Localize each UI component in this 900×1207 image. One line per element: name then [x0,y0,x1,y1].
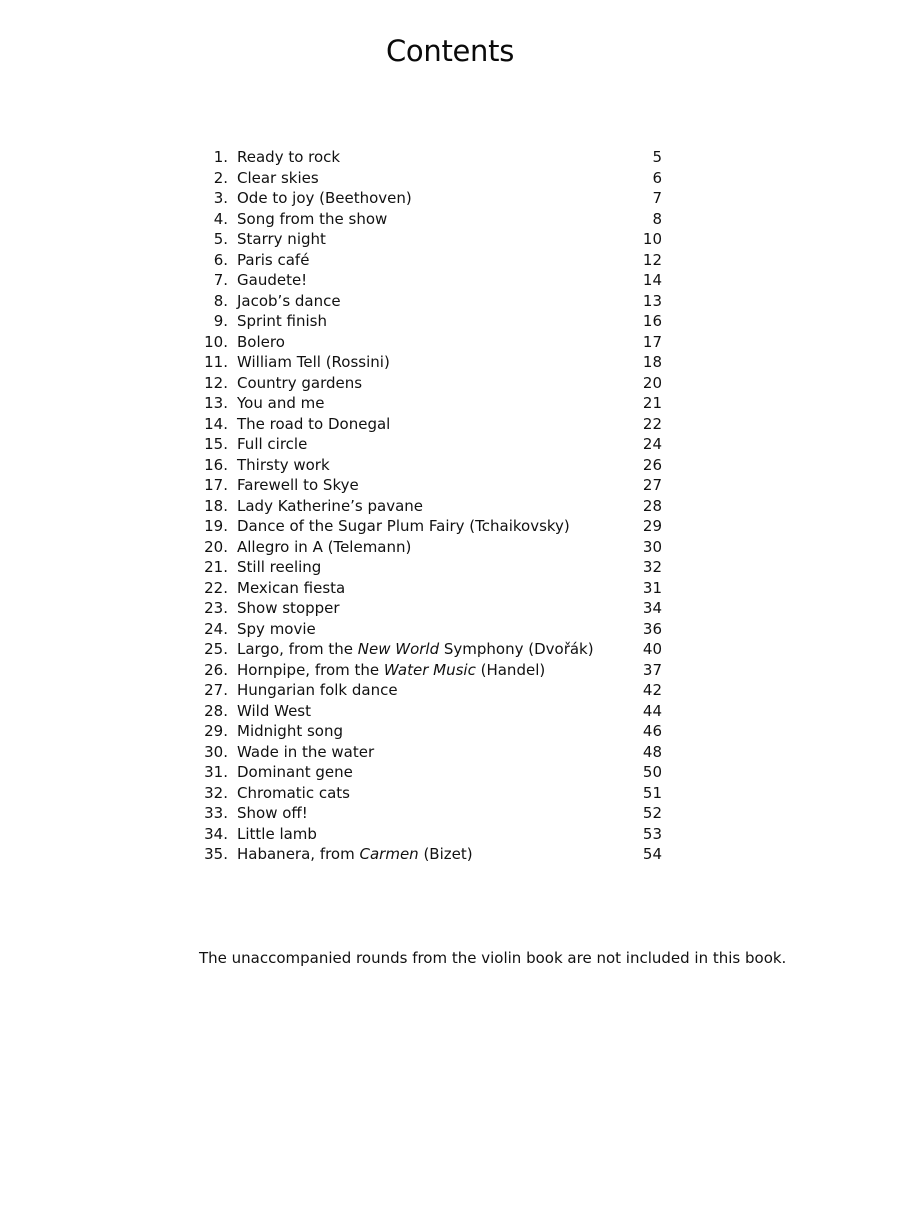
toc-entry [196,168,662,189]
toc-entry-title-text: Midnight song [237,722,344,740]
toc-entry-number: 31. [204,763,228,781]
toc-entry-page: 48 [642,742,662,761]
toc-entry [196,332,662,353]
toc-entry-page: 30 [642,537,662,556]
toc-entry-title-text: Wild West [237,701,312,720]
toc-entry-page: 26 [642,455,662,474]
toc-entry-title [237,209,387,230]
toc-entry [196,824,662,845]
toc-entry [196,639,662,660]
toc-entry [196,393,662,414]
toc-entry-page: 42 [642,681,662,699]
toc-entry [196,270,662,291]
toc-entry [196,188,662,209]
toc-entry [196,701,662,722]
toc-entry-title-text: Gaudete! [237,271,308,289]
toc-entry-number: 13. [204,394,228,412]
toc-entry-number: 2. [213,168,228,187]
toc-entry-page: 37 [642,660,662,679]
toc-entry-number: 30. [204,742,228,761]
toc-entry-number: 18. [204,496,228,515]
toc-entry-title-text: Show off! [237,804,308,822]
toc-entry [196,762,662,783]
toc-entry-page: 27 [642,476,662,494]
toc-entry-title-text: Sprint finish [237,312,327,330]
toc-entry-page: 12 [642,250,662,269]
toc-entry-title [237,598,340,619]
toc-entry-title [237,537,411,558]
toc-entry-title-text: Ode to joy (Beethoven) [237,189,412,207]
toc-entry-page: 46 [642,722,662,740]
toc-entry-title [237,803,308,824]
toc-entry-page: 14 [642,271,662,289]
toc-entry [196,373,662,394]
toc-entry-title [237,578,345,599]
toc-entry-number: 17. [204,476,228,494]
toc-entry-title [237,250,309,271]
toc-entry-title [237,783,350,804]
toc-entry-title-text: Allegro in A (Telemann) [237,537,412,556]
toc-entry-title-text: Dance of the Sugar Plum Fairy (Tchaikovsky) [237,517,570,535]
toc-entry-title-text: Farewell to Skye [237,476,359,494]
toc-entry-title-text: The road to Donegal [237,414,391,433]
toc-entry-number: 34. [204,824,228,843]
toc-entry-title-text: Hungarian folk dance [237,681,398,699]
toc-entry-number: 3. [213,189,228,207]
toc-entry-number: 10. [204,332,228,351]
toc-entry [196,496,662,517]
toc-entry-title-text: William Tell (Rossini) [237,353,390,371]
toc-entry-title [237,619,316,640]
toc-entry-title [237,311,327,332]
toc-entry-page: 44 [642,701,662,720]
toc-entry-page: 32 [642,558,662,576]
toc-entry-title [237,475,359,496]
toc-entry-number: 23. [204,599,228,617]
toc-entry-number: 35. [204,845,228,863]
toc-entry-title [237,824,317,845]
toc-entry-title [237,270,307,291]
toc-entry-title [237,516,570,537]
toc-entry [196,660,662,681]
toc-entry-title-text: Country gardens [237,373,363,392]
toc-entry-number: 21. [204,558,228,576]
toc-entry-number: 24. [204,619,228,638]
toc-entry-title [237,434,307,455]
toc-entry-title [237,557,321,578]
toc-entry-title-text: Dominant gene [237,763,353,781]
toc-entry-title [237,496,423,517]
toc-entry-title [237,414,390,435]
toc-entry [196,619,662,640]
toc-entry-number: 26. [204,660,228,679]
toc-entry-title [237,844,473,865]
toc-entry [196,742,662,763]
toc-entry-title [237,147,340,168]
toc-entry-number: 6. [213,250,228,269]
toc-entry-number: 28. [204,701,228,720]
toc-entry-title [237,701,311,722]
toc-entry [196,557,662,578]
toc-entry-title-italic: New World [357,640,440,658]
toc-entry-number: 19. [204,517,228,535]
toc-entry-title-text: Wade in the water [237,742,375,761]
toc-entry [196,475,662,496]
toc-entry-title-text: Show stopper [237,599,340,617]
toc-entry-title-text: Song from the show [237,209,388,228]
toc-entry-title [237,660,545,681]
toc-entry-page: 31 [642,578,662,597]
toc-entry [196,434,662,455]
toc-entry-title [237,291,341,312]
toc-entry-page: 29 [642,517,662,535]
toc-entry-title-text: Largo, from the [237,640,358,658]
toc-entry-title-text: Bolero [237,332,285,351]
toc-entry-number: 22. [204,578,228,597]
toc-entry-page: 50 [642,763,662,781]
toc-entry-number: 8. [213,291,228,310]
toc-entry [196,803,662,824]
toc-entry-number: 16. [204,455,228,474]
toc-entry-title-text: Paris café [237,250,310,269]
toc-entry [196,352,662,373]
toc-entry-page: 16 [642,312,662,330]
toc-entry [196,721,662,742]
toc-entry-title-text: Jacob’s dance [237,291,341,310]
toc-entry [196,147,662,168]
toc-entry-page: 53 [642,824,662,843]
toc-entry-title-text: You and me [237,394,325,412]
toc-entry-title [237,680,398,701]
toc-entry-number: 14. [204,414,228,433]
toc-entry-title [237,393,324,414]
toc-entry-page: 36 [642,619,662,638]
toc-entry-title-text: Little lamb [237,824,317,843]
toc-entry-title-text: Starry night [237,230,326,248]
toc-entry [196,844,662,865]
toc-entry-number: 12. [204,373,228,392]
toc-entry-title [237,229,326,250]
toc-entry-page: 8 [652,209,662,228]
toc-entry-page: 7 [652,189,662,207]
toc-entry-page: 21 [642,394,662,412]
toc-entry-title-italic: Carmen [359,845,419,863]
toc-entry-page: 6 [652,168,662,187]
toc-entry-page: 10 [642,230,662,248]
toc-entry-title-text: Still reeling [237,558,322,576]
toc-entry-number: 25. [204,640,228,658]
toc-entry [196,455,662,476]
toc-entry-number: 7. [213,271,228,289]
toc-entry [196,291,662,312]
toc-entry-page: 20 [642,373,662,392]
toc-entry-title [237,762,353,783]
toc-entry-title [237,639,594,660]
toc-entry [196,516,662,537]
toc-entry-page: 13 [642,291,662,310]
toc-entry-title [237,168,319,189]
footnote: The unaccompanied rounds from the violin book are not included in this book. [199,949,787,967]
toc-entry [196,209,662,230]
toc-entry-page: 54 [642,845,662,863]
toc-entry-number: 4. [213,209,228,228]
toc-entry [196,783,662,804]
toc-entry-page: 18 [642,353,662,371]
toc-entry [196,598,662,619]
toc-entry-title-text: (Bizet) [418,845,473,863]
toc-entry [196,537,662,558]
toc-entry-title-text: (Handel) [475,660,546,679]
toc-entry [196,311,662,332]
toc-entry-title [237,188,412,209]
toc-entry-title-text: Clear skies [237,168,319,187]
toc-entry-number: 20. [204,537,228,556]
toc-entry-number: 33. [204,804,228,822]
toc-entry-title-text: Habanera, from [237,845,360,863]
toc-entry-title-text: Hornpipe, from the [237,660,384,679]
toc-entry-title-text: Full circle [237,435,308,453]
page-title: Contents [385,34,515,68]
toc-entry [196,250,662,271]
toc-entry-title-text: Lady Katherine’s pavane [237,496,424,515]
toc-entry [196,229,662,250]
toc-entry-title-text: Symphony (Dvořák) [439,640,594,658]
toc-entry-title-text: Mexican fiesta [237,578,346,597]
toc-entry-page: 17 [642,332,662,351]
toc-entry-page: 5 [652,148,662,166]
table-of-contents [196,147,662,865]
toc-entry-title [237,352,390,373]
toc-entry-page: 40 [642,640,662,658]
toc-entry-number: 1. [213,148,228,166]
toc-entry-title-text: Ready to rock [237,148,341,166]
toc-entry [196,578,662,599]
toc-entry-title-text: Chromatic cats [237,783,350,802]
toc-entry [196,680,662,701]
toc-entry-number: 29. [204,722,228,740]
toc-entry-page: 51 [642,783,662,802]
toc-entry-number: 5. [213,230,228,248]
toc-entry-title [237,332,285,353]
toc-entry-page: 22 [642,414,662,433]
toc-entry-page: 52 [642,804,662,822]
toc-entry-title [237,373,362,394]
toc-entry-number: 9. [213,312,228,330]
toc-entry [196,414,662,435]
toc-entry-number: 27. [204,681,228,699]
toc-entry-number: 15. [204,435,228,453]
toc-entry-title-text: Thirsty work [237,455,330,474]
toc-entry-title-text: Spy movie [237,619,316,638]
toc-entry-title [237,455,330,476]
toc-entry-number: 11. [204,353,228,371]
toc-entry-number: 32. [204,783,228,802]
toc-entry-title [237,721,343,742]
toc-entry-page: 24 [642,435,662,453]
toc-entry-title [237,742,374,763]
toc-entry-title-italic: Water Music [383,660,476,679]
toc-entry-page: 34 [642,599,662,617]
toc-entry-page: 28 [642,496,662,515]
